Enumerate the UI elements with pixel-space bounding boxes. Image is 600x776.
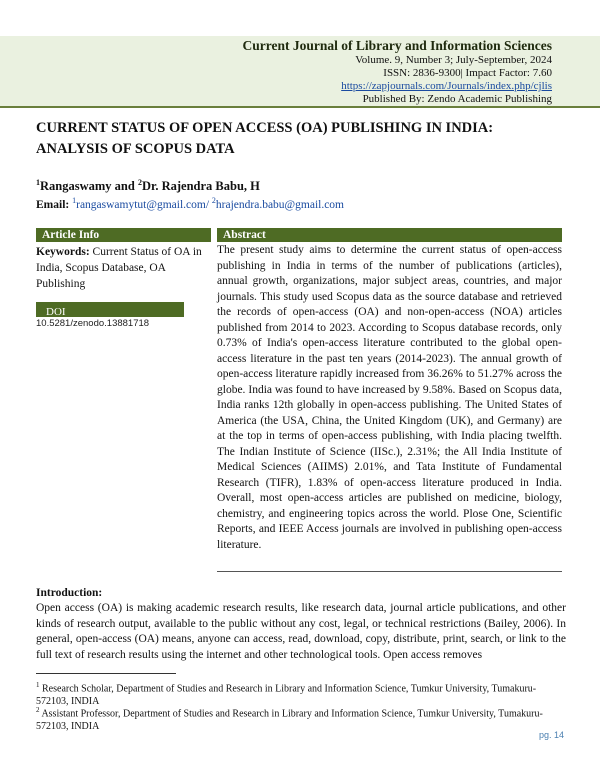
author1-sup: 1 [36,178,40,187]
keywords-text: Current Status of OA in India, Scopus Database, OA Publishing [36,246,202,290]
introduction-text: Open access (OA) is making academic research results, like research data, journal article publications, and other kinds of research output, available to the public without any cost, legal, or technical restrictions (Bailey, 2006). In general, open-access (OA) means, anyone can access, read, download, copy, distribute, print, search, or link to the full text of research results using the internet and other technological tools. Open access removes [36,602,566,661]
publisher-info: Published By: Zendo Academic Publishing [362,93,552,105]
journal-title: Current Journal of Library and Information Sciences [242,38,552,53]
email-label: Email: [36,198,73,211]
footnote-2-text: Assistant Professor, Department of Studies and Research in Library and Information Science, Tumkur University, Tumakuru-572103, INDIA [36,708,543,733]
author2-sup: 2 [137,178,142,187]
abstract-column [217,228,562,553]
footnote-2 [36,704,566,733]
email1-sup: 1 [72,196,77,205]
email2-sup: 2 [211,196,216,205]
article-info-column [36,228,211,329]
email2-address[interactable]: hrajendra.babu@gmail.com [215,198,345,211]
volume-info: Volume. 9, Number 3; July-September, 2024 [355,54,552,66]
journal-header [0,36,600,108]
email1-address[interactable]: rangaswamytut@gmail.com/ [76,198,212,211]
author1-name: Rangaswamy and [40,179,138,194]
doi-label: DOI [46,306,66,318]
abstract-heading: Abstract [217,228,562,242]
footnote-1-text: Research Scholar, Department of Studies and Research in Library and Information Science, Tumkur University, Tumakuru-572103, INDIA [36,683,537,708]
keywords-block [36,244,211,292]
abstract-divider [217,571,562,572]
page-number: pg. 14 [538,730,564,740]
doi-value[interactable]: 10.5281/zenodo.13881718 [36,318,150,329]
paper-title: CURRENT STATUS OF OPEN ACCESS (OA) PUBLISHING IN INDIA: ANALYSIS OF SCOPUS DATA [36,120,494,157]
abstract-text: The present study aims to determine the current status of open-access publishing in India in terms of the number of publications (articles), annual growth, organizations, major subject areas, countries, and major journals. This study used Scopus data as the source database and retrieved the records of open-access (OA) and non-open-access (NOA) articles published from 2014 to 2023. According to Scopus database records, only 0.73% of India's open-access literature contributed to the global open-access literature in the past ten years (2014-2023). The annual growth of open-access literature rapidly increased from 36.26% to 51.27% across the globe. India was found to have increased by 9.58%. Based on Scopus data, India ranks 12th globally in open-access publishing. The United States of America (the USA, China, the United Kingdom (UK), and Germany) are at the top in terms of open-access publishing, with India placing twelfth. The Indian Institute of Science (IISc.), 2.31%; the All India Institute of Medical Sciences (AIIMS) 2.01%, and Tata Institute of Fundamental Research (TIFR), 1.83% of open-access literature produced in India. Overall, most open-access articles are published on medicine, biology, chemistry, and engineering topics across the world. Plose One, Scientific Reports, and IEEE Access journals are involved in publishing open-access literature. [217,244,562,551]
journal-url-link[interactable]: https://zapjournals.com/Journals/index.php/cjlis [341,80,552,92]
author2-name: Dr. Rajendra Babu, H [141,179,260,194]
introduction-heading: Introduction: [36,587,103,599]
doi-heading [36,302,184,317]
author-line [36,178,260,194]
issn-info: ISSN: 2836-9300| Impact Factor: 7.60 [383,67,552,79]
footnote-1-sup: 1 [36,681,40,689]
article-info-heading: Article Info [36,228,211,242]
footnote-2-sup: 2 [36,706,40,714]
email-line [36,196,344,211]
keywords-label: Keywords: [36,246,90,258]
footnote-divider [36,673,176,674]
